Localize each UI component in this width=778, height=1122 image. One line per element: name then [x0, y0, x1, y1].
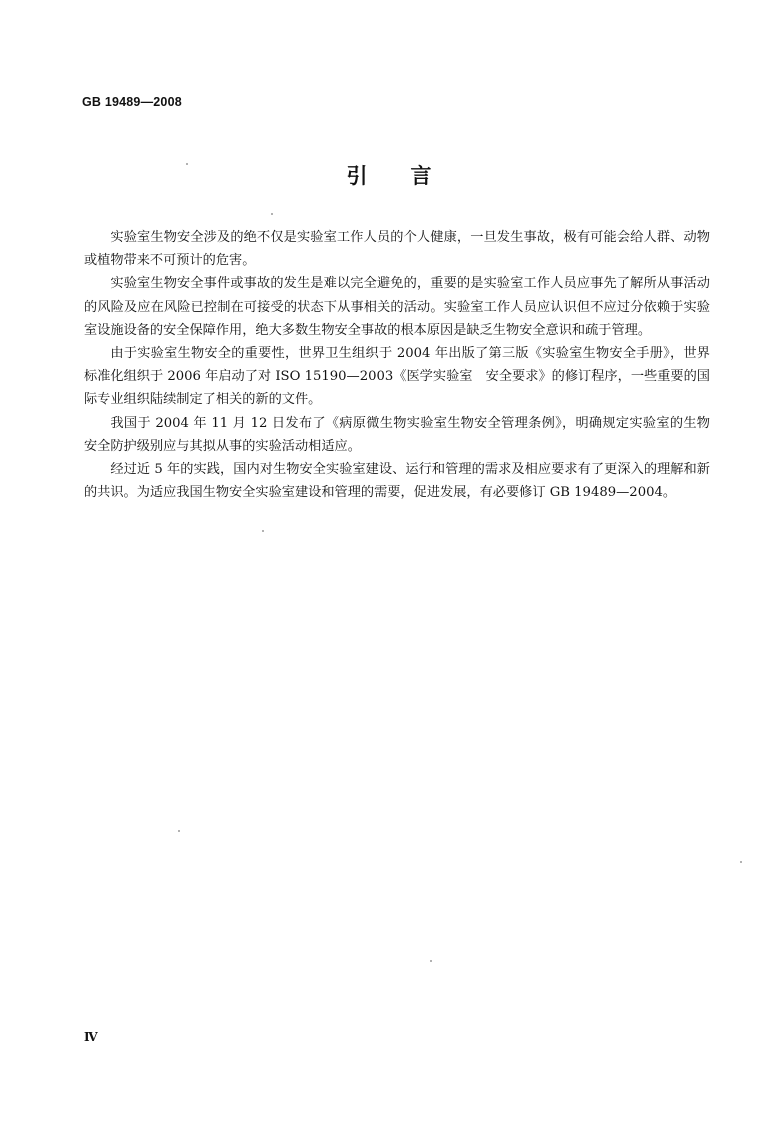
title-char-2: 言: [410, 164, 432, 188]
scan-speck: [262, 530, 264, 532]
paragraph-4: 我国于 2004 年 11 月 12 日发布了《病原微生物实验室生物安全管理条例》，明确规定实验室的生物安全防护级别应与其拟从事的实验活动相适应。: [84, 415, 710, 454]
scan-speck: [186, 163, 188, 165]
paragraph-5: 经过近 5 年的实践，国内对生物安全实验室建设、运行和管理的需求及相应要求有了更深入的理解和新的共识。为适应我国生物安全实验室建设和管理的需要，促进发展，有必要修订 GB 19489—2004。: [84, 462, 710, 501]
introduction-body: [84, 226, 710, 504]
scan-speck: [271, 213, 273, 215]
page-number: Ⅳ: [84, 1030, 98, 1044]
title-char-1: 引: [346, 164, 368, 188]
paragraph-2: 实验室生物安全事件或事故的发生是难以完全避免的，重要的是实验室工作人员应事先了解所从事活动的风险及应在风险已控制在可接受的状态下从事相关的活动。实验室工作人员应认识但不应过分依赖于实验室设施设备的安全保障作用，绝大多数生物安全事故的根本原因是缺乏生物安全意识和疏于管理。: [84, 276, 710, 338]
scan-speck: [740, 861, 742, 863]
standard-code-header: GB 19489—2008: [82, 95, 182, 109]
page-title: [0, 160, 778, 190]
paragraph-3: 由于实验室生物安全的重要性，世界卫生组织于 2004 年出版了第三版《实验室生物安全手册》，世界标准化组织于 2006 年启动了对 ISO 15190—2003《医学实验室 安全要求》的修订程序，一些重要的国际专业组织陆续制定了相关的新的文件。: [84, 346, 710, 408]
scan-speck: [178, 830, 180, 832]
scan-speck: [430, 960, 432, 962]
paragraph-1: 实验室生物安全涉及的绝不仅是实验室工作人员的个人健康，一旦发生事故，极有可能会给人群、动物或植物带来不可预计的危害。: [84, 230, 710, 269]
